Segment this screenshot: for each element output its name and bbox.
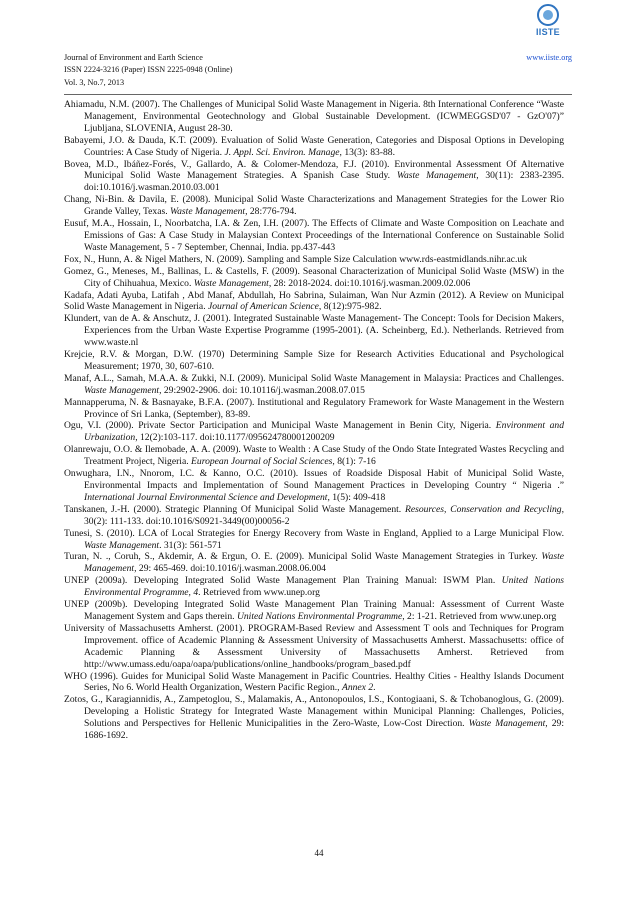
reference-text: Fox, N., Hunn, A. & Nigel Mathers, N. (2009). Sampling and Sample Size Calculation www.rds-eastmidlands.nihr.ac.uk — [64, 253, 528, 265]
reference-italic-text: Annex 2 — [341, 682, 374, 694]
reference-text: Babayemi, J.O. & Dauda, K.T. (2009). Evaluation of Solid Waste Generation, Categories and Disposal Options in Developing Countries: A Case Study of Nigeria. — [64, 134, 564, 158]
reference-entry — [64, 135, 564, 159]
reference-text: . — [373, 682, 376, 694]
reference-text: University of Massachusetts Amherst. (2001). PROGRAM-Based Review and Assessment T ools and Techniques for Program Improvement. office of Academic Planning & Assessment University of Massachusetts Amherst. Massachusetts: office of Academic Planning & Assessment University of Massachusetts Amherst. Retrieved from http://www.umass.edu/oapa/oapa/publications/online_handbooks/program_based.pdf — [64, 622, 564, 670]
reference-text: Turan, N. ., Coruh, S., Akdemir, A. & Ergun, O. E. (2009). Municipal Solid Waste Management Strategies in Turkey. — [64, 551, 542, 563]
reference-italic-text: Waste Management — [170, 206, 246, 218]
reference-italic-text: Waste Management — [193, 277, 269, 289]
reference-italic-text: Waste Management — [396, 170, 477, 182]
reference-italic-text: United Nations Environmental Programme, 4 — [84, 575, 564, 599]
reference-text: UNEP (2009a). Developing Integrated Solid Waste Management Plan Training Manual: ISWM Plan. — [64, 575, 502, 587]
reference-text: , 28:776-794. — [245, 206, 297, 218]
reference-entry — [64, 194, 564, 218]
reference-entry — [64, 599, 564, 623]
reference-entry — [64, 290, 564, 314]
journal-title: Journal of Environment and Earth Science — [64, 53, 203, 62]
reference-entry — [64, 99, 564, 135]
reference-text: , 13(3): 83-88. — [339, 146, 395, 158]
reference-entry — [64, 397, 564, 421]
reference-italic-text: J. Appl. Sci. Environ. Manage — [224, 146, 340, 158]
reference-text: , 8(1): 7-16 — [332, 456, 376, 468]
reference-text: Onwughara, I.N., Nnorom, I.C. & Kanno, O.C. (2010). Issues of Roadside Disposal Habit of Municipal Solid Waste, Environmental Impacts and Implementation of Sound Management Practices in Developing Country “ Nigeria .” — [64, 468, 564, 491]
reference-text: UNEP (2009b). Developing Integrated Solid Waste Management Plan Training Manual: Assessment of Current Waste Management System and Gaps therein. — [64, 599, 564, 622]
reference-italic-text: Environment and Urbanization — [84, 420, 564, 444]
reference-entry — [64, 266, 564, 290]
reference-text: Ahiamadu, N.M. (2007). The Challenges of Municipal Solid Waste Management in Nigeria. 8th International Conference “Waste Management, Environmental Geotechnology and Global Sustainable Development. (ICWMEGGSD'07 - GzO'07)” Ljubljana, SLOVENIA, August 28-30. — [64, 99, 564, 134]
reference-entry — [64, 623, 564, 671]
reference-text: Tanskanen, J.-H. (2000). Strategic Planning Of Municipal Solid Waste Management. — [64, 503, 405, 515]
reference-entry — [64, 504, 564, 528]
reference-text: , 29: 1686-1692. — [84, 718, 564, 742]
reference-entry — [64, 254, 564, 266]
reference-text: Tunesi, S. (2010). LCA of Local Strategies for Energy Recovery from Waste in England, Applied to a Large Municipal Flow. — [64, 527, 564, 539]
reference-text: Eusuf, M.A., Hossain, I., Noorbatcha, I.A. & Zen, I.H. (2007). The Effects of Climate and Waste Composition on Leachate and Emissions of Gas: A Case Study in Malaysian Context Proceedings of the International Conference on Sustainable Solid Waste Management, 5 - 7 September, Chennai, India. pp.437-443 — [64, 218, 564, 253]
reference-entry — [64, 349, 564, 373]
reference-text: Klundert, van de A. & Anschutz, J. (2001). Integrated Sustainable Waste Management- The Concept: Tools for Decision Makers, Experiences from the Urban Waste Expertise Programme (1995-2001). (A. Scheinberg, Ed.). Netherlands. Retrieved from www.waste.nl — [64, 313, 564, 349]
journal-header — [64, 52, 572, 89]
header-divider — [64, 94, 572, 95]
reference-text: , 28: 2018-2024. doi:10.1016/j.wasman.2009.02.006 — [268, 277, 471, 289]
reference-text: Ogu, V.I. (2000). Private Sector Participation and Municipal Waste Management in Benin City, Nigeria. — [64, 420, 496, 432]
reference-entry — [64, 218, 564, 254]
reference-text: , 2: 1-21. Retrieved from www.unep.org — [402, 610, 557, 622]
reference-text: WHO (1996). Guides for Municipal Solid Waste Management in Pacific Countries. Healthy Cities - Healthy Islands Document Series, No 6. World Health Organization, Western Pacific Region., — [64, 670, 564, 694]
reference-text: Mannapperuma, N. & Basnayake, B.F.A. (2007). Institutional and Regulatory Framework for Waste Management in the Western Province of Sri Lanka, (September), 83-89. — [64, 396, 564, 420]
page-number: 44 — [314, 848, 324, 858]
reference-list — [64, 99, 564, 742]
logo-icon — [537, 4, 559, 26]
reference-entry — [64, 528, 564, 552]
reference-text: , 29:2902-2906. doi: 10.10116/j.wasman.2008.07.015 — [159, 384, 365, 396]
reference-text: , 1(5): 409-418 — [327, 491, 386, 503]
reference-italic-text: Waste Management — [84, 551, 564, 575]
reference-entry — [64, 373, 564, 397]
journal-volume: Vol. 3, No.7, 2013 — [64, 77, 125, 87]
reference-italic-text: Waste Management — [468, 718, 546, 730]
reference-entry — [64, 694, 564, 742]
reference-text: Bovea, M.D., Ibáñez-Forés, V., Gallardo, A. & Colomer-Mendoza, F.J. (2010). Environmental Assessment Of Alternative Municipal Solid Waste Management Strategies. A Spanish Case Study. — [64, 158, 564, 182]
reference-text: Zotos, G., Karagiannidis, A., Zampetoglou, S., Malamakis, A., Antonopoulos, I.S., Kontogiaani, S. & Tchobanoglous, G. (2009). Developing a Holistic Strategy for Integrated Waste Management within Municipal Planning: Challenges, Policies, Solutions and Perspectives for Hellenic Municipalities in the Zero-Waste, Low-Cost Direction. — [64, 694, 564, 730]
journal-url-link[interactable]: www.iiste.org — [526, 53, 572, 62]
reference-entry — [64, 551, 564, 575]
reference-entry — [64, 444, 564, 468]
reference-text: . 31(3): 561-571 — [159, 539, 222, 551]
reference-italic-text: Waste Management — [84, 384, 160, 396]
reference-italic-text: Waste Management — [84, 539, 160, 551]
reference-text: , 30(2): 111-133. doi:10.1016/S0921-3449(00)00056-2 — [84, 503, 565, 527]
reference-text: , 8(12):975-982. — [318, 301, 382, 313]
reference-italic-text: Journal of American Science — [208, 301, 319, 313]
reference-text: , 30(11): 2383-2395. doi:10.1016/j.wasman.2010.03.001 — [84, 170, 564, 194]
iiste-logo — [533, 4, 563, 40]
reference-text: Olanrewaju, O.O. & Ilemobade, A. A. (2009). Waste to Wealth : A Case Study of the Ondo State Integrated Wastes Recycling and Treatment Project, Nigeria. — [64, 444, 564, 468]
reference-text: Krejcie, R.V. & Morgan, D.W. (1970) Determining Sample Size for Research Activities Educational and Psychological Measurement; 1970, 30, 607-610. — [64, 349, 564, 372]
reference-italic-text: United Nations Environmental Programme — [236, 610, 403, 622]
reference-text: . Retrieved from www.unep.org — [198, 587, 320, 599]
reference-entry — [64, 575, 564, 599]
reference-entry — [64, 420, 564, 444]
reference-text: Gomez, G., Meneses, M., Ballinas, L. & Castells, F. (2009). Seasonal Characterization of Municipal Solid Waste (MSW) in the City of Chihuahua, Mexico. — [64, 265, 564, 289]
reference-entry — [64, 313, 564, 349]
reference-entry — [64, 671, 564, 695]
logo-text: IISTE — [535, 27, 560, 37]
reference-text: Manaf, A.L., Samah, M.A.A. & Zukki, N.I. (2009). Municipal Solid Waste Management in Malaysia: Practices and Challenges. — [64, 372, 564, 384]
reference-text: Chang, Ni-Bin. & Davila, E. (2008). Municipal Solid Waste Characterizations and Management Strategies for the Lower Rio Grande Valley, Texas. — [64, 194, 564, 218]
reference-text: , 12(2):103-117. doi:10.1177/095624780001200209 — [135, 432, 335, 444]
reference-text: Kadafa, Adati Ayuba, Latifah , Abd Manaf, Abdullah, Ho Sabrina, Sulaiman, Wan Nur Azmin (2012). A Review on Municipal Solid Waste Management in Nigeria. — [64, 289, 564, 313]
reference-entry — [64, 159, 564, 195]
reference-italic-text: International Journal Environmental Science and Development — [84, 491, 328, 503]
reference-entry — [64, 468, 564, 504]
reference-italic-text: Resources, Conservation and Recycling — [404, 503, 562, 515]
reference-italic-text: European Journal of Social Sciences — [191, 456, 333, 468]
reference-text: , 29: 465-469. doi:10.1016/j.wasman.2008.06.004 — [134, 563, 326, 575]
journal-issn: ISSN 2224-3216 (Paper) ISSN 2225-0948 (Online) — [64, 65, 233, 75]
